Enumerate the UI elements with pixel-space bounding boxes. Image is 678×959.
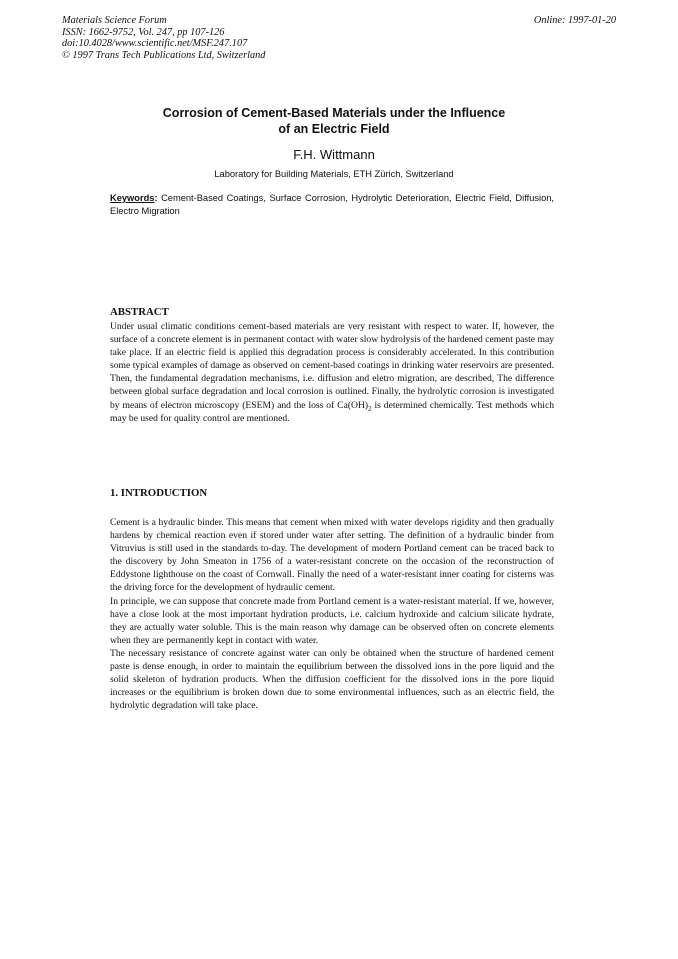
abstract-text-1: Under usual climatic conditions cement-based materials are very resistant with respect to water. If, however, the surface of a concrete element is in permanent contact with water slow hydrolysis of the hardened cement paste may take place. If an electric field is applied this degradation process is considerably accelerated. In this contribution some typical examples of damage as observed on cement-based coatings in drinking water reservoirs are presented. Then, the fundamental degradation mechanisms, i.e. diffusion and eletro migration, are described, The difference between global surface degradation and local corrosion is outlined. Finally, the hydrolytic corrosion is investigated by means of electron microscopy (ESEM) and the loss of Ca(OH) <box>110 321 554 411</box>
intro-paragraph-1: Cement is a hydraulic binder. This means that cement when mixed with water develops rigidity and then gradually hardens by chemical reaction even if stored under water after setting. The definition of a hydraulic binder from Vitruvius is still used in the standards to-day. The development of modern Portland cement can be traced back to the discovery by John Smeaton in 1756 of a water-resistant concrete on the occasion of the reconstruction of Eddystone lighthouse on the coast of Cornwall. Finally the need of a water-resistant inner coating for cisterns was the driving force for the development of hydraulic cement. <box>110 517 554 594</box>
keywords-text: Cement-Based Coatings, Surface Corrosion, Hydrolytic Deterioration, Electric Field, Diffusion, Electro Migration <box>110 193 554 216</box>
introduction-heading: 1. INTRODUCTION <box>110 487 208 499</box>
affiliation: Laboratory for Building Materials, ETH Zürich, Switzerland <box>214 169 454 179</box>
online-date: Online: 1997-01-20 <box>533 15 616 26</box>
introduction-body <box>110 516 554 712</box>
copyright-line: © 1997 Trans Tech Publications Ltd, Switzerland <box>62 49 266 61</box>
author-name: F.H. Wittmann <box>293 147 375 162</box>
abstract-body <box>110 320 554 425</box>
abstract-subscript: 2 <box>368 404 372 413</box>
keywords-colon: : <box>154 193 158 203</box>
journal-name: Materials Science Forum <box>62 15 167 26</box>
paper-title <box>110 106 558 137</box>
intro-paragraph-2: In principle, we can suppose that concrete made from Portland cement is a water-resistant material. If we, however, have a close look at the most important hydration products, i.e. calcium hydroxide and calcium silicate hydrate, they are actually water soluble. This is the main reason why damage can be observed often on concrete elements when they are permanently kept in contact with water. <box>110 595 554 646</box>
journal-header <box>62 15 265 61</box>
intro-paragraph-3: The necessary resistance of concrete against water can only be obtained when the structure of hardened cement paste is dense enough, in order to maintain the equilibrium between the dissolved ions in the pore liquid and the solid skeleton of hydration products. When the diffusion coefficient for the dissolved ions in the pore liquid increases or the equilibrium is broken down due to some environmental influences, such as an electric field, the hydrolytic degradation will take place. <box>110 647 554 712</box>
doi-line: doi:10.4028/www.scientific.net/MSF.247.107 <box>62 38 248 49</box>
issn-line: ISSN: 1662-9752, Vol. 247, pp 107-126 <box>62 26 225 38</box>
title-line-1: Corrosion of Cement-Based Materials under the Influence <box>162 106 506 120</box>
abstract-heading: ABSTRACT <box>110 306 169 318</box>
abstract-text-2: is determined chemically. Test methods which may be used for quality control are mentioned. <box>110 399 554 424</box>
title-line-2: of an Electric Field <box>278 121 390 136</box>
keywords-label: Keywords <box>110 193 155 203</box>
keywords <box>110 192 554 217</box>
